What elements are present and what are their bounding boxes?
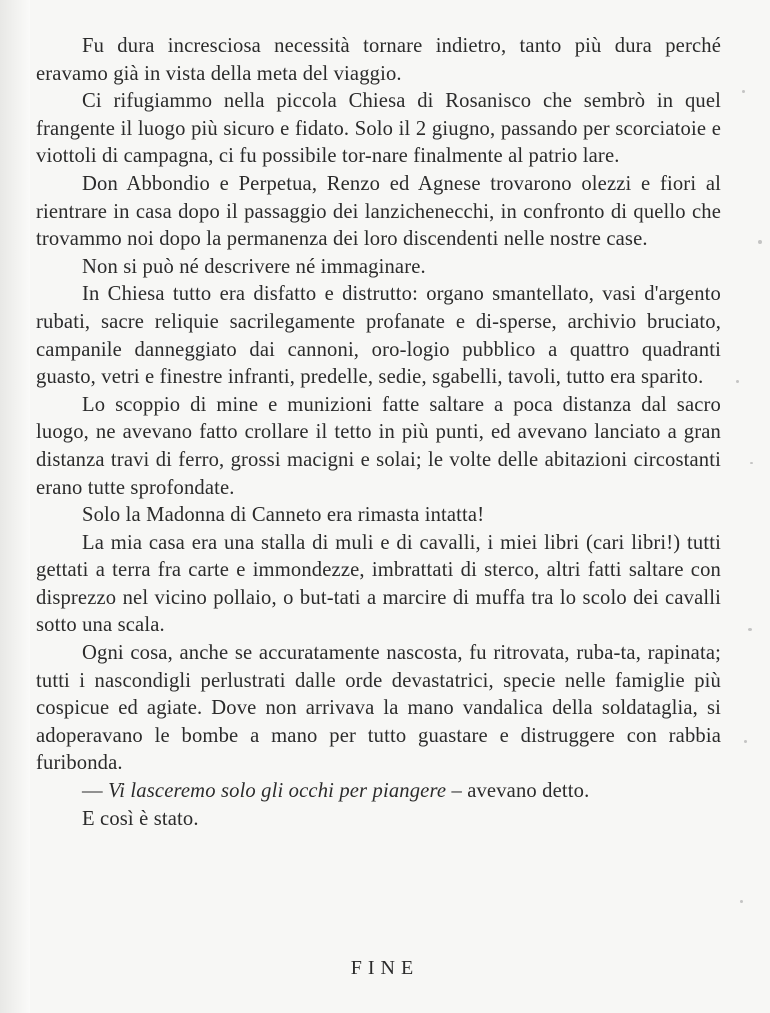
scan-edge-shadow: [0, 0, 30, 1013]
paragraph-9: Ogni cosa, anche se accuratamente nascosta, fu ritrovata, ruba-ta, rapinata; tutti i nascondigli perlustrati dalle orde devastatrici, specie nelle famiglie più cospicue ed agiate. Dove non arrivava la mano vandalica della soldataglia, si adoperavano le bombe a mano per tutto guastare e distruggere con rabbia furibonda.: [36, 642, 721, 775]
paragraph-1: Fu dura incresciosa necessità tornare indietro, tanto più dura perché eravamo già in vista della meta del viaggio.: [36, 35, 721, 85]
quote-dash: —: [82, 780, 103, 803]
quote-attribution: – avevano detto.: [446, 780, 590, 803]
paragraph-5: In Chiesa tutto era disfatto e distrutto: organo smantellato, vasi d'argento rubati, sacre reliquie sacrilegamente profanate e di-sperse, archivio bruciato, campanile danneggiato dai cannoni, oro-logio pubblico a quattro quadranti guasto, vetri e finestre infranti, predelle, sedie, sgabelli, tavoli, tutto era sparito.: [36, 283, 721, 389]
paragraph-7: Solo la Madonna di Canneto era rimasta intatta!: [82, 504, 485, 527]
scan-speck: [742, 90, 745, 93]
scan-speck: [758, 240, 762, 244]
scan-speck: [740, 900, 743, 903]
paragraph-2: Ci rifugiammo nella piccola Chiesa di Rosanisco che sembrò in quel frangente il luogo più sicuro e fidato. Solo il 2 giugno, passando per scorciatoie e viottoli di campagna, ci fu possibile tor-nare finalmente al patrio lare.: [36, 90, 721, 168]
scan-speck: [736, 380, 739, 383]
paragraph-3: Don Abbondio e Perpetua, Renzo ed Agnese trovarono olezzi e fiori al rientrare in casa dopo il passaggio dei lanzichenecchi, in confronto di quello che trovammo noi dopo la permanenza dei loro discendenti nelle nostre case.: [36, 172, 721, 251]
quote-italic-text: Vi lasceremo solo gli occhi per piangere: [108, 780, 447, 803]
scan-speck: [748, 628, 752, 631]
document-body: [36, 33, 721, 833]
paragraph-4: Non si può né descrivere né immaginare.: [82, 255, 426, 278]
paragraph-6: Lo scoppio di mine e munizioni fatte saltare a poca distanza dal sacro luogo, ne avevano fatto crollare il tetto in più punti, ed avevano lanciato a gran distanza travi di ferro, grossi macigni e solai; le volte delle abitazioni circostanti erano tutte sprofondate.: [36, 393, 721, 499]
scan-speck: [744, 740, 747, 743]
paragraph-8: La mia casa era una stalla di muli e di cavalli, i miei libri (cari libri!) tutti gettati a terra fra carte e immondezze, imbrattati di sterco, altri fatti saltare con disprezzo nel vicino pollaio, o but-tati a marcire di muffa tra lo scolo dei cavalli sotto una scala.: [36, 531, 721, 637]
closing-line: E così è stato.: [82, 807, 199, 830]
scan-speck: [750, 462, 753, 464]
end-mark: FINE: [350, 957, 420, 979]
quote-paragraph: [36, 778, 721, 806]
